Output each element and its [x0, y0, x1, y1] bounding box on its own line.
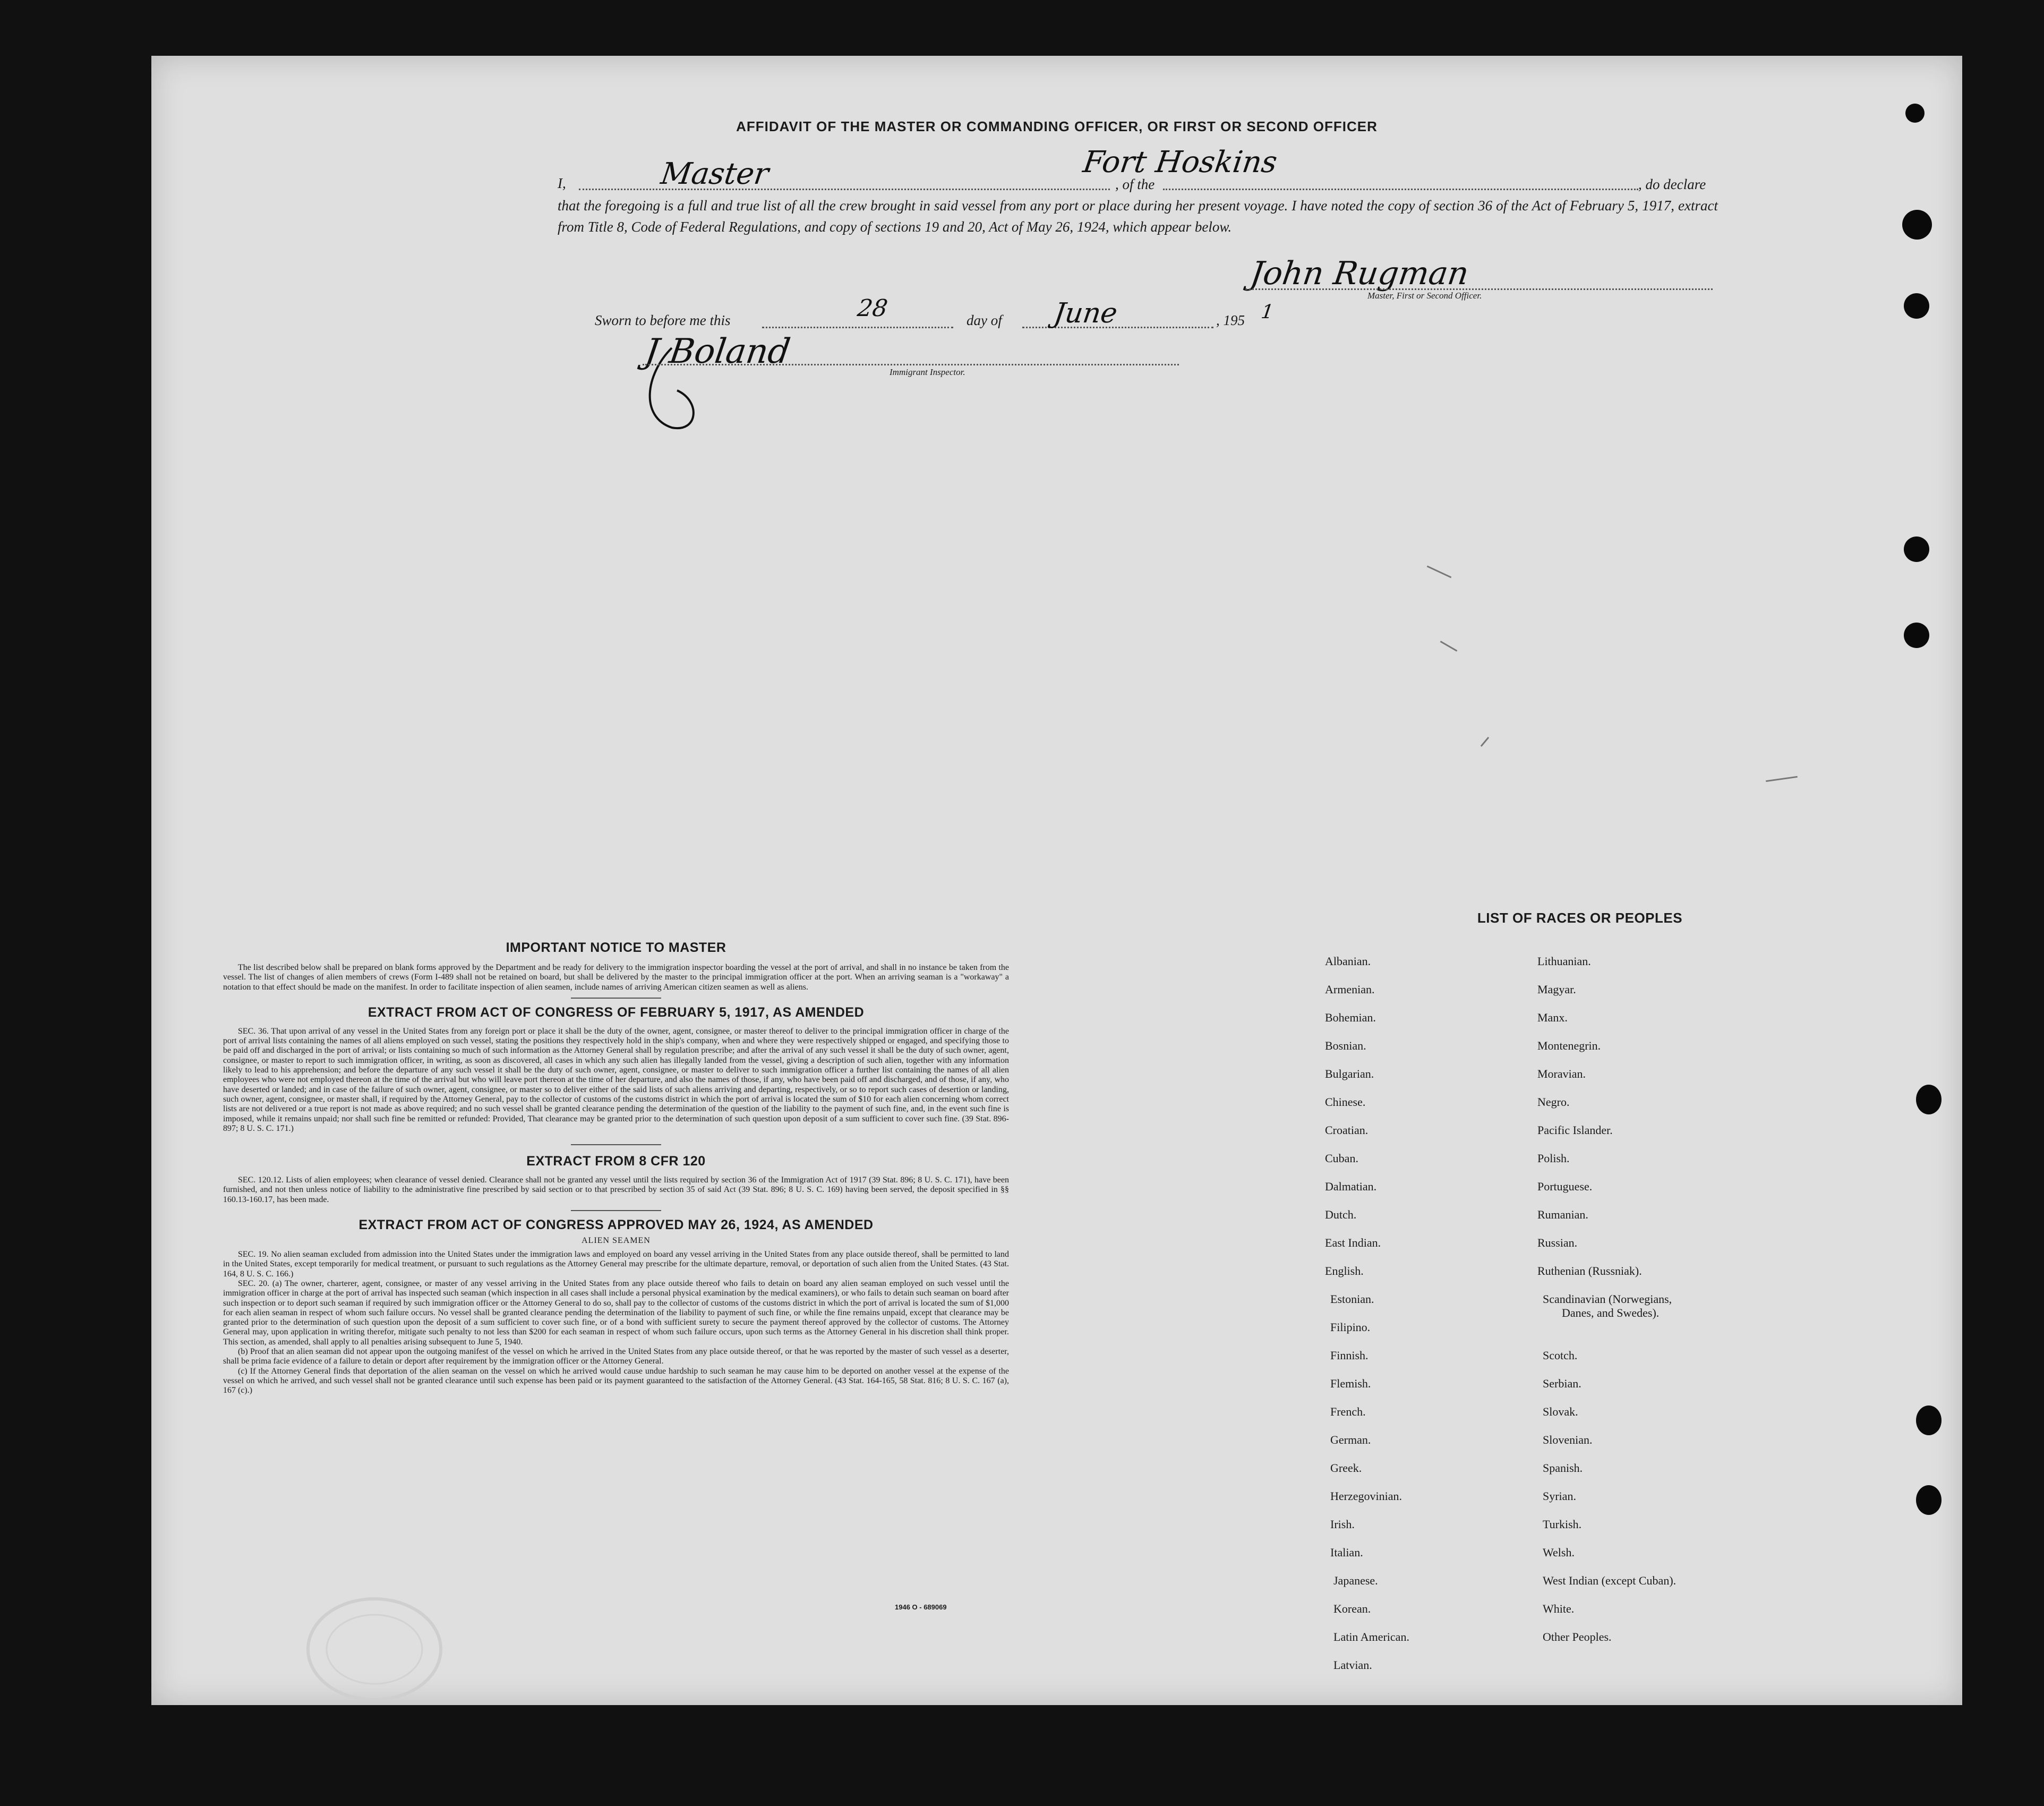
punch-hole: [1916, 1085, 1942, 1114]
embossed-seal: [300, 1591, 449, 1708]
race-item: German.: [1330, 1433, 1371, 1446]
race-item: Latvian.: [1333, 1658, 1372, 1672]
race-item: Dutch.: [1325, 1208, 1357, 1221]
divider: [571, 1210, 661, 1211]
stray-mark: [1481, 737, 1489, 747]
race-item: Other Peoples.: [1543, 1630, 1612, 1643]
race-item: East Indian.: [1325, 1236, 1381, 1249]
race-item: Herzegovinian.: [1330, 1489, 1402, 1503]
extract-1924-heading: EXTRACT FROM ACT OF CONGRESS APPROVED MAY 26, 1924, AS AMENDED: [358, 1217, 874, 1233]
race-item: Rumanian.: [1537, 1208, 1588, 1221]
stray-mark: [1766, 776, 1798, 782]
punch-hole: [1904, 623, 1929, 648]
race-item: Korean.: [1333, 1602, 1371, 1615]
extract-1924-sec19: SEC. 19. No alien seaman excluded from admission into the United States under the immigration laws and employed on board any vessel arriving in the United States from any place outside thereof, shall be permitted to land in the United States, except temporarily for medical treatment, or pursuant to such regulations as the Attorney General may prescribe for the ultimate departure, removal, or deportation of such alien from the United States. (43 Stat. 164, 8 U. S. C. 166.): [223, 1250, 1009, 1279]
handwritten-vessel: Fort Hoskins: [1081, 145, 1280, 180]
year-suffix: 1: [1260, 301, 1275, 323]
race-item: Danes, and Swedes).: [1562, 1306, 1660, 1319]
race-item: Japanese.: [1333, 1574, 1378, 1587]
race-item: Cuban.: [1325, 1152, 1358, 1165]
race-item: Manx.: [1537, 1011, 1568, 1024]
race-item: Bulgarian.: [1325, 1067, 1374, 1080]
race-item: Italian.: [1330, 1546, 1363, 1559]
race-item: Russian.: [1537, 1236, 1578, 1249]
race-item: Syrian.: [1543, 1489, 1576, 1503]
handwritten-rank: Master: [658, 157, 771, 191]
affidavit-body: that the foregoing is a full and true list of all the crew brought in said vessel from any port or place during her present voyage. I have noted the copy of section 36 of the Act of February 5, 1917, extract from Title 8, Code of Federal Regulations, and copy of sections 19 and 20, Act of May 26, 1924, which appear below.: [558, 198, 1718, 235]
race-item: Spanish.: [1543, 1461, 1583, 1475]
print-code: 1946 O - 689069: [895, 1603, 947, 1611]
race-item: Armenian.: [1325, 983, 1375, 996]
race-item: Lithuanian.: [1537, 955, 1591, 968]
punch-hole: [1916, 1485, 1942, 1515]
race-item: Serbian.: [1543, 1377, 1581, 1390]
punch-hole: [1916, 1405, 1942, 1435]
race-item: Croatian.: [1325, 1123, 1369, 1137]
of-the-label: , of the: [1115, 176, 1155, 192]
race-item: Latin American.: [1333, 1630, 1409, 1643]
master-signature-caption: Master, First or Second Officer.: [1367, 291, 1482, 301]
race-item: Slovak.: [1543, 1405, 1578, 1418]
legal-text-block: [223, 940, 1009, 1396]
races-heading: LIST OF RACES OR PEOPLES: [1477, 910, 1683, 926]
inspector-signature-line: [643, 364, 1179, 365]
inspector-caption: Immigrant Inspector.: [890, 367, 965, 377]
extract-1924-sec20a: SEC. 20. (a) The owner, charterer, agent, consignee, or master of any vessel arriving in the United States from any place outside thereof who fails to detain on board any alien seaman employed on such vessel until the immigration officer in charge at the port of arrival has inspected such seaman (which inspection in all cases shall include a personal physical examination by the medical examiners), or who fails to detain such seaman on board after such inspection or to deport such seaman if required by such immigration officer or the Attorney General to do so, shall pay to the collector of customs of the customs district in which the port of arrival is located the sum of $1,000 for each alien seaman in respect of whom such failure occurs. No vessel shall be granted clearance pending the determination of the liability to payment of such fine, or while the fine remains unpaid, except that clearance may be granted prior to the determination of such question upon the deposit of a sum sufficient to cover such fine, or of a bond with sufficient surety to secure the payment thereof approved by the collector of customs. The Attorney General may, upon application in writing therefor, mitigate such penalty to not less than $200 for each seaman in respect of whom such failure occurs, upon such terms as the Attorney General in his discretion shall think proper. This section, as amended, shall apply to all penalties arising subsequent to June 5, 1940.: [223, 1279, 1009, 1347]
race-item: French.: [1330, 1405, 1366, 1418]
extract-1917-heading: EXTRACT FROM ACT OF CONGRESS OF FEBRUARY 5, 1917, AS AMENDED: [367, 1004, 865, 1020]
races-column-2: [1537, 955, 1909, 1725]
sworn-label: Sworn to before me this: [595, 312, 731, 328]
sworn-month: June: [1051, 297, 1119, 329]
race-item: Pacific Islander.: [1537, 1123, 1613, 1137]
stray-mark: [1440, 641, 1458, 652]
notice-text: The list described below shall be prepared on blank forms approved by the Department and be ready for delivery to the immigration inspector boarding the vessel at the port of arrival, and shall in no instance be taken from the vessel. The list of changes of alien members of crews (Form I-489 shall not be retained on board, but shall be delivered by the master to the principal immigration officer at the port. When an arriving seaman is a "workaway" a notation to that effect should be made on the manifest. In order to facilitate inspection of alien seamen, include names of arriving American citizen seamen as well as aliens.: [223, 963, 1009, 992]
race-item: Ruthenian (Russniak).: [1537, 1264, 1642, 1277]
sworn-day: 28: [856, 295, 890, 322]
race-item: Moravian.: [1537, 1067, 1586, 1080]
race-item: Dalmatian.: [1325, 1180, 1377, 1193]
master-signature: John Rugman: [1248, 255, 1471, 292]
year-prefix: , 195: [1216, 312, 1245, 328]
race-item: Albanian.: [1325, 955, 1371, 968]
divider: [571, 998, 661, 999]
race-item: Bosnian.: [1325, 1039, 1366, 1052]
race-item: West Indian (except Cuban).: [1543, 1574, 1677, 1587]
extract-1924-sec20c: (c) If the Attorney General finds that deportation of the alien seaman on the vessel on which he arrived would cause undue hardship to such seaman he may cause him to be deported on another vessel at the expense of the vessel on which he arrived, and such vessel shall not be granted clearance until such expense has been paid or its payment guaranteed to the satisfaction of the Attorney General. (43 Stat. 164-165, 58 Stat. 816; 8 U. S. C. 167 (a), 167 (c).): [223, 1366, 1009, 1395]
master-signature-line: [1245, 288, 1713, 290]
extract-1924-subheading: ALIEN SEAMEN: [581, 1236, 651, 1246]
race-item: Negro.: [1537, 1095, 1570, 1109]
divider: [571, 1144, 661, 1145]
race-item: White.: [1543, 1602, 1575, 1615]
races-column-1: [1325, 955, 1537, 1725]
race-item: Finnish.: [1330, 1349, 1369, 1362]
extract-cfr-heading: EXTRACT FROM 8 CFR 120: [526, 1154, 706, 1169]
race-item: Turkish.: [1543, 1518, 1582, 1531]
sworn-month-line: [1022, 327, 1213, 328]
race-item: Slovenian.: [1543, 1433, 1593, 1446]
punch-hole: [1905, 104, 1925, 123]
punch-hole: [1904, 293, 1929, 319]
notice-heading: IMPORTANT NOTICE TO MASTER: [506, 940, 726, 955]
form-page: [151, 56, 1962, 1705]
race-item: Scandinavian (Norwegians,: [1543, 1292, 1672, 1306]
race-item: Welsh.: [1543, 1546, 1575, 1559]
vessel-line: [1163, 189, 1638, 190]
extract-1917-text: SEC. 36. That upon arrival of any vessel in the United States from any foreign port or place it shall be the duty of the owner, agent, consignee, or master thereof to deliver to the principal immigration officer in charge of the port of arrival lists containing the names of all aliens employed on such vessel, stating the positions they respectively hold in the ship's company, when and where they were respectively shipped or engaged, and specifying those to be paid off and discharged in the port of arrival; or lists containing so much of such information as the Attorney General shall by regulation prescribe; and after the arrival of any such vessel it shall be the duty of such owner, agent, consignee, or master to report to such immigration officer, in writing, as soon as discovered, all cases in which any such alien has illegally landed from the vessel, giving a description of such alien, together with any information likely to lead to his apprehension; and before the departure of any such vessel it shall be the duty of such owner, agent, consignee, or master to deliver to such immigration officer a further list containing the names of all alien employees who were not employed thereon at the time of the arrival but who will leave port thereon at the time of her departure, and also the names of those, if any, who have been paid off and discharged, and of those, if any, who have deserted or landed; and in case of the failure of such owner, agent, consignee, or master so to deliver either of the said lists of such aliens arriving and departing, respectively, or so to report such cases of desertion or landing, such owner, agent, consignee, or master shall, if required by the Attorney General, pay to the collector of customs of the customs district in which the port of arrival is located the sum of $10 for each alien concerning whom correct lists are not delivered or a true report is not made as above required; and no such vessel shall be granted clearance pending the determination of the question of the liability to the payment of such fine, and, in the event such fine is imposed, while it remains unpaid; nor shall such fine be remitted or refunded: Provided, That clearance may be granted prior to the determination of such question upon deposit of a sum sufficient to cover such fine. (39 Stat. 896-897; 8 U. S. C. 171.): [223, 1026, 1009, 1133]
race-item: Flemish.: [1330, 1377, 1371, 1390]
sworn-day-line: [762, 327, 953, 328]
punch-hole: [1904, 536, 1929, 562]
race-item: Greek.: [1330, 1461, 1362, 1475]
race-item: Bohemian.: [1325, 1011, 1376, 1024]
race-item: Magyar.: [1537, 983, 1576, 996]
inspector-signature: J Boland: [642, 332, 793, 371]
race-item: Polish.: [1537, 1152, 1570, 1165]
affidavit-title: AFFIDAVIT OF THE MASTER OR COMMANDING OFFICER, OR FIRST OR SECOND OFFICER: [736, 118, 1378, 134]
race-item: Filipino.: [1330, 1321, 1371, 1334]
race-item: Montenegrin.: [1537, 1039, 1601, 1052]
race-item: Estonian.: [1330, 1292, 1374, 1306]
race-item: Chinese.: [1325, 1095, 1366, 1109]
day-of-label: day of: [967, 312, 1002, 328]
race-item: Scotch.: [1543, 1349, 1578, 1362]
extract-1924-sec20b: (b) Proof that an alien seaman did not appear upon the outgoing manifest of the vessel on which he arrived in the United States from any place outside thereof, or that he was reported by the master of such vessel as a deserter, shall be prima facie evidence of a failure to detain or deport after requirement by the immigration officer or the Attorney General.: [223, 1347, 1009, 1366]
inspector-signature-flourish: [640, 343, 704, 433]
race-item: Irish.: [1330, 1518, 1355, 1531]
race-item: English.: [1325, 1264, 1364, 1277]
declarant-label: I,: [558, 175, 566, 191]
stray-mark: [1427, 566, 1452, 578]
do-declare-label: , do declare: [1638, 176, 1706, 192]
punch-hole: [1902, 210, 1932, 240]
race-item: Portuguese.: [1537, 1180, 1593, 1193]
extract-cfr-text: SEC. 120.12. Lists of alien employees; when clearance of vessel denied. Clearance shall not be granted any vessel until the lists required by section 36 of the Immigration Act of 1917 (39 Stat. 896; 8 U. S. C. 171), have been furnished, and not then unless notice of liability to the administrative fine prescribed by said section or to that prescribed by section 35 of said Act (39 Stat. 896; 8 U. S. C. 169) having been served, the deposit specified in §§ 160.13-160.17, has been made.: [223, 1175, 1009, 1204]
